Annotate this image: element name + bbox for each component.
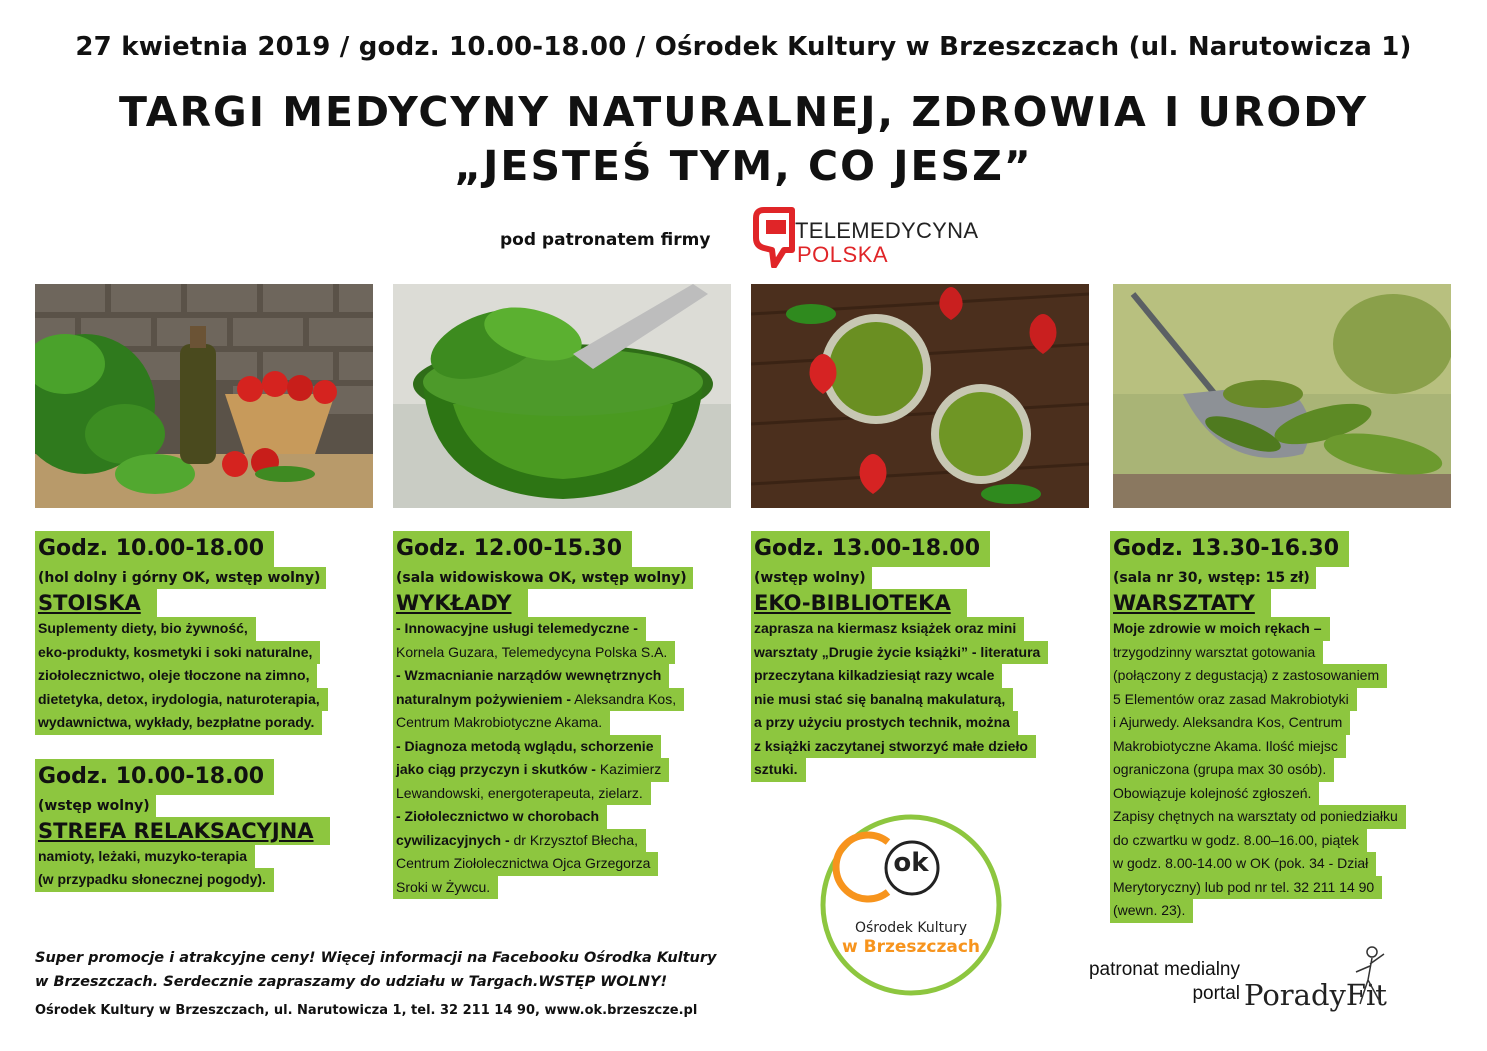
warsztaty-line [1110,876,1382,900]
footer-promo [35,946,795,994]
wyklady-line-text: Aleksandra Kos, [571,690,677,707]
footer-promo-line2: w Brzeszczach. Serdecznie zapraszamy do udziału w Targach.WSTĘP WOLNY! [35,974,668,990]
wyklady-line [393,617,646,641]
wyklady-line [393,852,658,876]
wyklady-line-text: Kazimierz [595,761,662,777]
wyklady-line [393,711,610,735]
stoiska-line: dietetyka, detox, irydologia, naturoterapia, [35,688,328,712]
sponsor-name-line1: TELEMEDYCYNA [795,218,979,243]
wyklady-line-bold: - Ziołolecznictwo w chorobach [396,808,600,824]
ok-circle-icon [818,812,1004,998]
warsztaty-line [1110,735,1346,759]
warsztaty-line-text: Obowiązuje kolejność zgłoszeń. [1113,784,1312,801]
wyklady-line [393,876,498,900]
warsztaty-location: (sala nr 30, wstęp: 15 zł) [1110,567,1316,589]
warsztaty-line [1110,617,1330,641]
relax-heading: STREFA RELAKSACYJNA [35,817,330,845]
column-warsztaty [1110,531,1455,923]
wyklady-line [393,829,646,853]
relax-line: namioty, leżaki, muzyko-terapia [35,845,255,869]
wyklady-heading: WYKŁADY [393,589,528,617]
eko-line: przeczytana kilkadziesiąt razy wcale [751,664,1002,688]
warsztaty-line-text: (wewn. 23). [1113,902,1186,918]
eko-line: warsztaty „Drugie życie książki” - literatura [751,641,1048,665]
stoiska-line: ziołolecznictwo, oleje tłoczone na zimno, [35,664,317,688]
wyklady-line-bold: cywilizacyjnych - [396,831,510,848]
warsztaty-line-text: w godz. 8.00-14.00 w OK (pok. 34 - Dział [1113,855,1369,871]
footer-promo-line1: Super promocje i atrakcyjne ceny! Więcej informacji na Facebooku Ośrodka Kultury [35,950,717,966]
photo-pesto-jar [393,284,731,508]
photo-green-smoothie [751,284,1089,508]
warsztaty-line-text: i Ajurwedy. Aleksandra Kos, Centrum [1113,714,1343,730]
warsztaty-line [1110,641,1323,665]
wyklady-line [393,782,651,806]
media-patron-label [1040,958,1240,1006]
wyklady-line [393,664,669,688]
relax-time: Godz. 10.00-18.00 [35,759,274,795]
event-title: TARGI MEDYCYNY NATURALNEJ, ZDROWIA I URODY [118,88,1369,136]
eko-location: (wstęp wolny) [751,567,872,589]
warsztaty-line [1110,782,1319,806]
warsztaty-line [1110,899,1193,923]
eko-line: z książki zaczytanej stworzyć małe dzieło [751,735,1036,759]
wyklady-location: (sala widowiskowa OK, wstęp wolny) [393,567,693,589]
wyklady-line-bold: - Innowacyjne usługi telemedyczne - [396,620,638,636]
wyklady-line [393,688,684,712]
warsztaty-line [1110,688,1357,712]
warsztaty-line-text: (połączony z degustacją) z zastosowaniem [1113,667,1380,683]
warsztaty-line [1110,711,1350,735]
fitness-figure-icon [1350,944,1390,1014]
warsztaty-line-text: Merytoryczny) lub pod nr tel. 32 211 14 90 [1113,878,1375,895]
stoiska-location: (hol dolny i górny OK, wstęp wolny) [35,567,326,589]
warsztaty-line-text: do czwartku w godz. 8.00–16.00, piątek [1113,831,1359,848]
warsztaty-line-bold: Moje zdrowie w moich rękach – [1113,620,1322,636]
warsztaty-line-text: 5 Elementów oraz zasad Makrobiotyki [1113,690,1349,707]
eko-line: nie musi stać się banalną makulaturą, [751,688,1013,712]
warsztaty-line-text: Zapisy chętnych na warsztaty od poniedziałku [1113,808,1398,824]
warsztaty-line [1110,664,1387,688]
ok-name-line2: w Brzeszczach [841,937,981,957]
eko-time: Godz. 13.00-18.00 [751,531,990,567]
stoiska-line: wydawnictwa, wykłady, bezpłatne porady. [35,711,322,735]
ok-logo [818,812,1004,998]
wyklady-line-text: Sroki w Żywcu. [396,878,491,895]
warsztaty-line [1110,852,1376,876]
warsztaty-line-text: Makrobiotyczne Akama. Ilość miejsc [1113,737,1338,754]
photo-herbs-scoop [1113,284,1451,508]
media-line1: patronat medialny [1088,959,1240,980]
stoiska-line: eko-produkty, kosmetyki i soki naturalne, [35,641,320,665]
relax-location: (wstęp wolny) [35,795,156,817]
wyklady-line-text: Centrum Makrobiotyczne Akama. [396,714,603,730]
wyklady-line-bold: - Wzmacnianie narządów wewnętrznych [396,667,662,683]
wyklady-line-text: Lewandowski, energoterapeuta, zielarz. [396,784,643,801]
column-stoiska [35,531,375,892]
column-wyklady [393,531,738,899]
event-slogan: „JESTEŚ TYM, CO JESZ” [454,142,1033,190]
sponsor-name-line2: POLSKA [797,242,889,267]
wyklady-line-bold: jako ciąg przyczyn i skutków - [396,761,596,777]
ok-mark: ok [893,848,929,878]
stoiska-line: Suplementy diety, bio żywność, [35,617,256,641]
relax-line: (w przypadku słonecznej pogody). [35,868,274,892]
wyklady-line [393,805,607,829]
wyklady-line [393,735,661,759]
wyklady-line-bold: naturalnym pożywieniem - [396,690,572,707]
eko-line: zaprasza na kiermasz książek oraz mini [751,617,1024,641]
wyklady-line-text: dr Krzysztof Błecha, [509,831,638,848]
poradyfit-logo: PoradyFit [1244,978,1387,1012]
warsztaty-heading: WARSZTATY [1110,589,1271,617]
event-date-line: 27 kwietnia 2019 / godz. 10.00-18.00 / Ośrodek Kultury w Brzeszczach (ul. Narutowicza 1) [75,32,1412,62]
stoiska-time: Godz. 10.00-18.00 [35,531,274,567]
eko-heading: EKO-BIBLIOTEKA [751,589,967,617]
ok-name-line1: Ośrodek Kultury [854,920,968,936]
patronage-label: pod patronatem firmy [500,230,711,250]
warsztaty-line [1110,829,1367,853]
media-line2: portal [1192,983,1240,1004]
wyklady-line-bold: - Diagnoza metodą wglądu, schorzenie [396,737,654,754]
wyklady-time: Godz. 12.00-15.30 [393,531,632,567]
warsztaty-line-text: trzygodzinny warsztat gotowania [1113,643,1316,660]
eko-line: a przy użyciu prostych technik, można [751,711,1018,735]
warsztaty-line [1110,805,1406,829]
footer-address: Ośrodek Kultury w Brzeszczach, ul. Narutowicza 1, tel. 32 211 14 90, www.ok.brzeszcze.pl [35,1003,698,1018]
wyklady-line [393,641,675,665]
photo-basil-tomatoes [35,284,373,508]
column-eko-biblioteka [751,531,1096,782]
eko-line: sztuki. [751,758,806,782]
stoiska-heading: STOISKA [35,589,157,617]
wyklady-line-text: Centrum Ziołolecznictwa Ojca Grzegorza [396,855,651,871]
warsztaty-time: Godz. 13.30-16.30 [1110,531,1349,567]
warsztaty-line-text: ograniczona (grupa max 30 osób). [1113,761,1327,777]
warsztaty-line [1110,758,1334,782]
wyklady-line [393,758,669,782]
wyklady-line-text: Kornela Guzara, Telemedycyna Polska S.A. [396,643,668,660]
